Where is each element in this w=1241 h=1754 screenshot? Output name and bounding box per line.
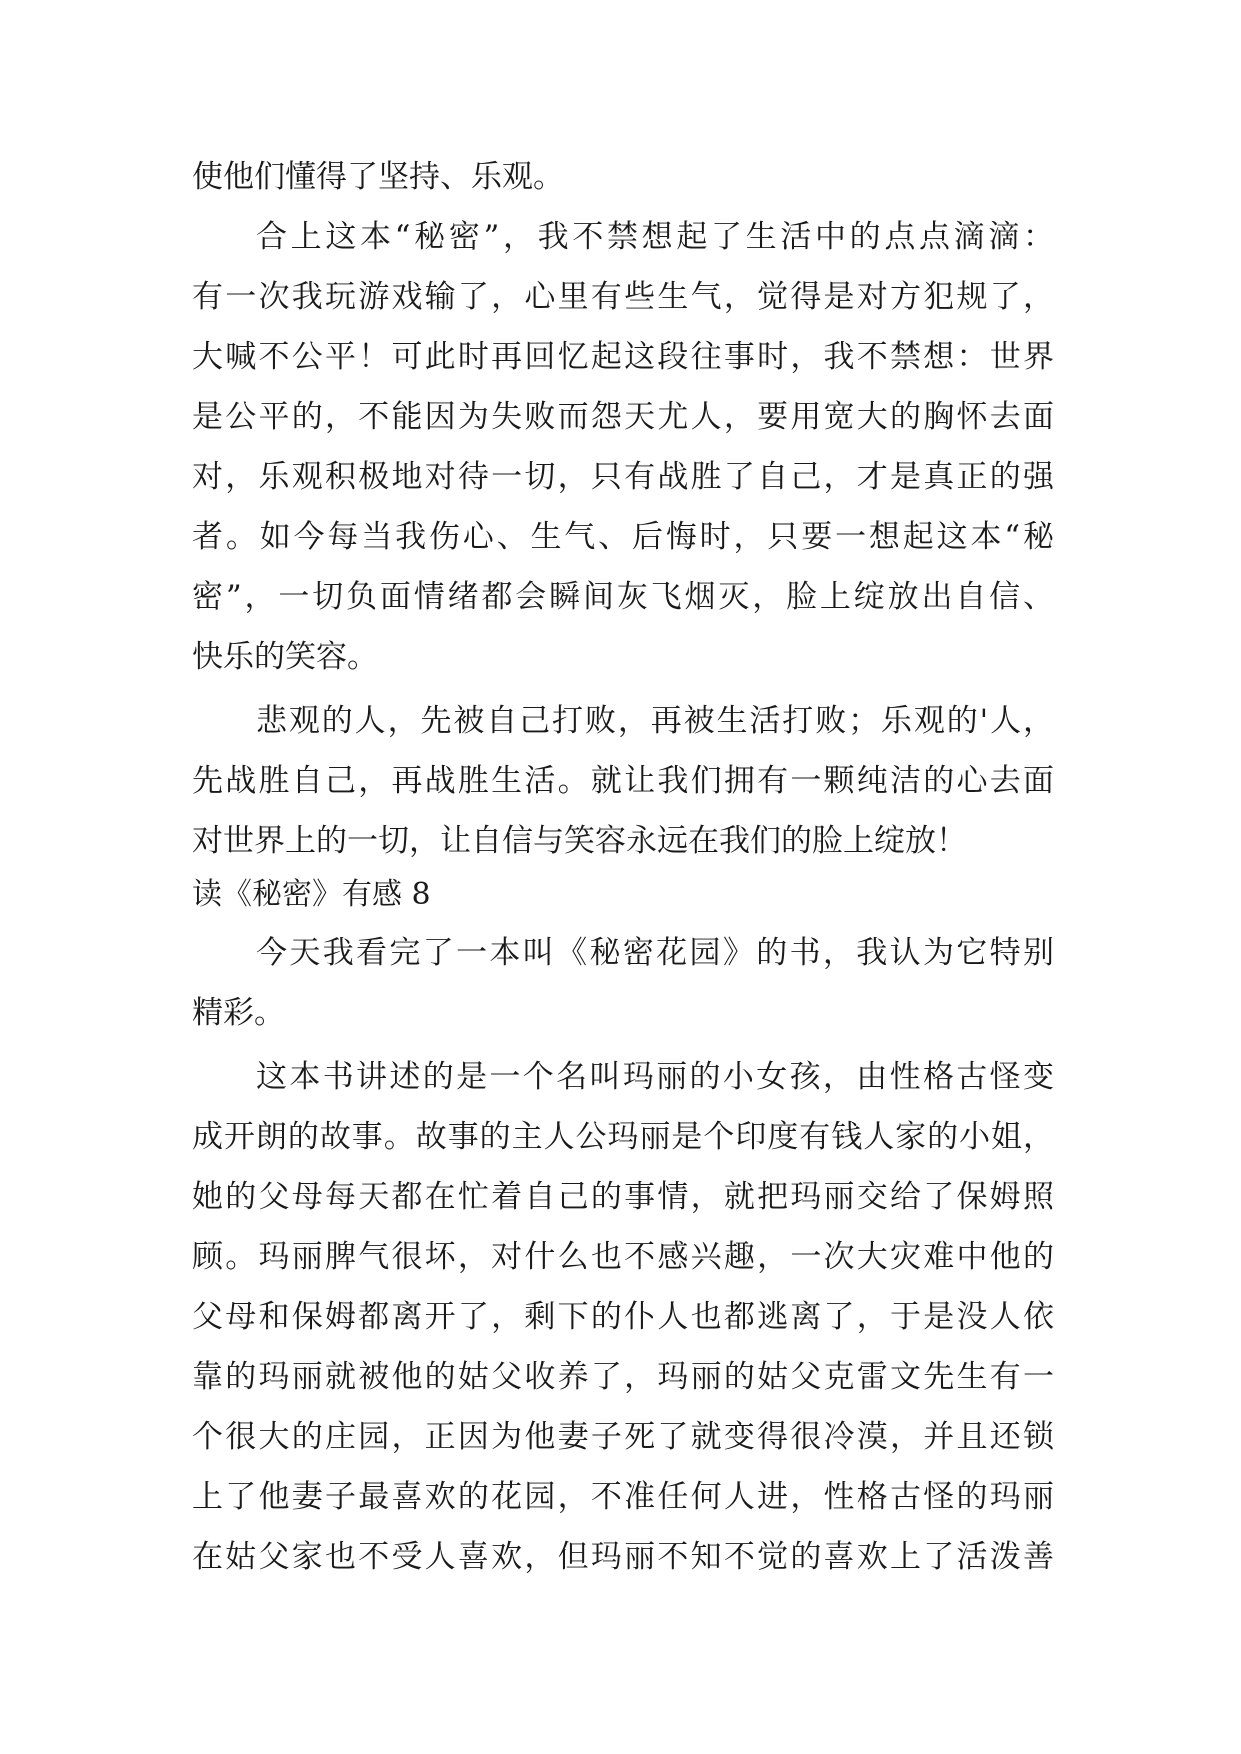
paragraph-line: 密”，一切负面情绪都会瞬间灰飞烟灭，脸上绽放出自信、 [192, 579, 1054, 615]
paragraph-line: 上了他妻子最喜欢的花园，不准任何人进，性格古怪的玛丽 [192, 1479, 1054, 1515]
paragraph-line: 者。如今每当我伤心、生气、后悔时，只要一想起这本“秘 [192, 519, 1054, 555]
section-heading: 读《秘密》有感 8 [192, 877, 431, 912]
paragraph-line: 快乐的笑容。 [192, 639, 378, 675]
paragraph-line: 大喊不公平！可此时再回忆起这段往事时，我不禁想：世界 [192, 339, 1054, 375]
paragraph-line: 今天我看完了一本叫《秘密花园》的书，我认为它特别 [256, 935, 1054, 971]
paragraph-line: 她的父母每天都在忙着自己的事情，就把玛丽交给了保姆照 [192, 1179, 1054, 1215]
paragraph-line: 靠的玛丽就被他的姑父收养了，玛丽的姑父克雷文先生有一 [192, 1359, 1054, 1395]
paragraph-line: 顾。玛丽脾气很坏，对什么也不感兴趣，一次大灾难中他的 [192, 1239, 1054, 1275]
paragraph-line: 精彩。 [192, 995, 285, 1031]
paragraph-line: 是公平的，不能因为失败而怨天尤人，要用宽大的胸怀去面 [192, 399, 1054, 435]
paragraph-line: 使他们懂得了坚持、乐观。 [192, 159, 564, 195]
paragraph-line: 合上这本“秘密”，我不禁想起了生活中的点点滴滴： [256, 219, 1054, 255]
paragraph-line: 在姑父家也不受人喜欢，但玛丽不知不觉的喜欢上了活泼善 [192, 1539, 1054, 1575]
paragraph-line: 对，乐观积极地对待一切，只有战胜了自己，才是真正的强 [192, 459, 1054, 495]
paragraph-line: 先战胜自己，再战胜生活。就让我们拥有一颗纯洁的心去面 [192, 763, 1054, 799]
paragraph-line: 有一次我玩游戏输了，心里有些生气，觉得是对方犯规了， [192, 279, 1054, 315]
paragraph-line: 父母和保姆都离开了，剩下的仆人也都逃离了，于是没人依 [192, 1299, 1054, 1335]
paragraph-line: 悲观的人，先被自己打败，再被生活打败；乐观的'人， [256, 703, 1054, 739]
paragraph-line: 对世界上的一切，让自信与笑容永远在我们的脸上绽放！ [192, 823, 967, 859]
paragraph-line: 成开朗的故事。故事的主人公玛丽是个印度有钱人家的小姐， [192, 1119, 1054, 1155]
paragraph-line: 这本书讲述的是一个名叫玛丽的小女孩，由性格古怪变 [256, 1059, 1054, 1095]
paragraph-line: 个很大的庄园，正因为他妻子死了就变得很冷漠，并且还锁 [192, 1419, 1054, 1455]
